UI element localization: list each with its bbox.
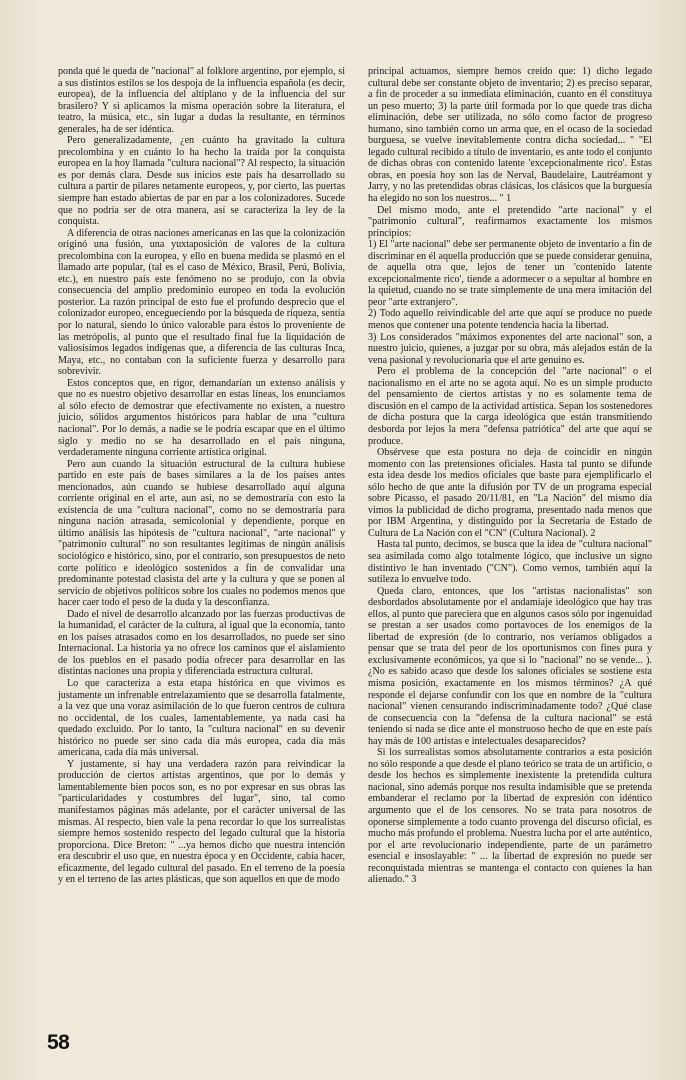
page-number: 58 <box>47 1031 70 1054</box>
paragraph: Del mismo modo, ante el pretendido "arte nacional" y el "patrimonio cultural", reafirmamos exactamente los mismos principios: <box>368 204 652 239</box>
paragraph: Obsérvese que esta postura no deja de coincidir en ningún momento con las pretensiones oficiales. Hasta tal punto se difunde esta idea desde los medios oficiales que baste para ejemplificarlo el sólo hecho de que ante la difusión por TV de un programa especial sobre Picasso, el pasado 20/11/81, en "La Nación" del mismo día vimos la publicidad de dicho programa, presentado nada menos que por IBM Argentina, y distinguido por la Secretaría de Estado de Cultura de La Nación con el "CN" (Cultura Nacional). 2 <box>368 447 652 539</box>
paragraph: ponda qué le queda de "nacional" al folklore argentino, por ejemplo, si a sus distintos estilos se los despoja de la influencia española (es decir, europea), de la influencia del altiplano y de la influencia del sur brasilero? Y si aplicamos la misma operación sobre la literatura, el teatro, la música, etc., sin lugar a dudas la resultante, en términos generales, ha de ser idéntica. <box>58 66 345 135</box>
numbered-principle: 3) Los considerados "máximos exponentes del arte nacional" son, a nuestro juicio, quienes, a juzgar por su obra, más alejados están de la vena pasional y revolucionaria que el arte genuino es. <box>368 331 652 366</box>
numbered-principle: 2) Todo aquello reivindicable del arte que aquí se produce no puede menos que contener una potente tendencia hacia la libertad. <box>368 308 652 332</box>
paragraph: Estos conceptos que, en rigor, demandarían un extenso análisis y que no es nuestro objetivo desarrollar en estas líneas, los enunciamos al sólo efecto de demostrar que efectivamente no existen, a nuestro juicio, sólidos argumentos históricos para hablar de una "cultura nacional". Por lo demás, a nadie se le podría escapar que en el último siglo y medio no se ha desarrollado en el país ninguna, verdaderamente ninguna corriente artística original. <box>58 377 345 459</box>
paragraph: Pero generalizadamente, ¿en cuánto ha gravitado la cultura precolombina y en cuánto lo ha hecho la traída por la conquista europea en la hoy llamada "cultura nacional"? Al respecto, la situación es por demás clara. Desde sus inicios este país ha desarrollado su cultura a partir de pilares netamente europeos, y, por cierto, las puertas siempre han estado abiertas de par en par a los colonizadores. Sucede que no podría ser de otra manera, así se caracteriza la ley de la conquista. <box>58 135 345 228</box>
paragraph: Queda claro, entonces, que los "artistas nacionalistas" son desbordados absolutamente por el andamiaje ideológico que hay tras ellos, al punto que pareciera que en algunos casos sólo por ingenuidad se prestan a ser usados como portavoces de los enemigos de la libertad de expresión (de lo contrario, nos veríamos obligados a pensar que se trata del peor de los oportunismos con fines pura y exclusivamente económicos, ya que si lo "nacional" no se vende... ). ¿No es sabido acaso que desde los salones oficiales se sostiene esta misma posición, exactamente en los mismos términos? ¿A qué responde el dejarse confundir con los que en nombre de la "cultura nacional" vienen censurando indiscriminadamente todo? ¿Qué clase de consecuencia con la "defensa de la cultura nacional" se está teniendo si nada se dice ante el monstruoso hecho de que en este país hay más de 100 artistas e intelectuales desaparecidos? <box>368 585 652 747</box>
paragraph: Dado el nivel de desarrollo alcanzado por las fuerzas productivas de la humanidad, el carácter de la cultura, al igual que la economía, tanto en los países atrasados como en los desarrollados, no puede ser sino Internacional. La historia ya no ofrece los caminos que el aislamiento de los pueblos en el pasado podía ofrecer para desarrollar en las distintas naciones una propia y diferenciada estructura cultural. <box>58 608 345 678</box>
numbered-principle: 1) El "arte nacional" debe ser permanente objeto de inventario a fin de discriminar en él aquella producción que se puede considerar genuina, de aquella otra que, lejos de tener un 'contenido latente excepcionalmente rico', tiende a adormecer o a sepultar al hombre en la quietud, cuando no se trate simplemente de una mera imitación del peor "arte extranjero". <box>368 239 653 308</box>
paragraph: Pero aun cuando la situación estructural de la cultura hubiese partido en este país de bases similares a la de los países antes mencionados, aún cuando se hubiese desarrollado aquí alguna corriente original en el arte, aun así, no se demostraría con esto la existencia de una "cultura nacional", como no se demostraría para ninguna nación atrasada, semicolonial y dependiente, porque en último análisis las hipótesis de "cultura nacional", "arte nacional" y "patrimonio cultural" no son resultantes legítimas de ningún análisis sociológico e histórico, sino, por el contrario, son presupuestos de neto corte político e ideológico sostenidos a fin de convalidar una predominante potestad clasista del arte y la cultura y que se ponen al servicio de objetivos políticos sobre los cuales no podemos menos que hacer caer todo el peso de la duda y la desconfianza. <box>58 458 345 609</box>
paragraph: Si los surrealistas somos absolutamente contrarios a esta posición no sólo responde a que desde el plano teórico se trata de un artificio, o desde los hechos es simplemente inexistente la pretendida cultura nacional, sino además porque nos resulta indamisible que se pretenda embanderar el reclamo por la libertad de expresión con idéntico argumento que el de los censores. No se trata para nosotros de oponerse simplemente a todo cuanto provenga del discurso oficial, es mucho más profundo el problema. Nuestra lucha por el arte auténtico, por el arte revolucionario independiente, parte de un parámetro esencial e insoslayable: " ... la libertad de expresión no puede ser reconquistada mientras se mantenga el contacto con quienes la han alienado." 3 <box>368 747 652 886</box>
paragraph: A diferencia de otras naciones americanas en las que la colonización originó una fusión, una yuxtaposición de valores de la cultura precolombina con la europea, y ello en buena medida se plasmó en el llamado arte popular, (tal es el caso de México, Brasil, Perú, Bolivia, etc.), en nuestro país este fenómeno no se produjo, con la obvia consecuencia del amplio predominio europeo en toda la evolución posterior. La razón principal de esto fue el profundo desprecio que el colonizador europeo, encegueciendo por la búsqueda de riqueza, sentía por lo natural, siendo lo único valorable para éstos lo proveniente de las metrópolis, al punto que el resultado final fue la liquidación de valiosísimos legados indígenas que, a diferencia de las culturas Inca, Maya, etc., no contaban con la suficiente fuerza y desarrollo para sobrevivir. <box>58 227 345 378</box>
paragraph: Hasta tal punto, decimos, se busca que la idea de "cultura nacional" sea asimilada como algo totalmente lógico, que inclusive un signo distintivo le han inventado ("CN"). Como vemos, también aquí la sutileza lo envuelve todo. <box>368 539 652 586</box>
left-text-column <box>58 66 345 886</box>
paragraph: Lo que caracteriza a esta etapa histórica en que vivimos es justamente un infrenable entrelazamiento que se desarrolla fatalmente, a la vez que una voraz asimilación de lo que fueron centros de cultura no occidental, de los cuales, lamentablemente, ya nada casi ha quedado excluido. Por lo tanto, la "cultura nacional" en su devenir histórico no puede ser sino cada día más europea, cada día más americana, cada día más universal. <box>58 677 345 759</box>
paragraph: Y justamente, si hay una verdadera razón para reivindicar la producción de ciertos artistas argentinos, que por lo demás y lamentablemente bien pocos son, es no por expresar en sus obras las "particularidades y costumbres del lugar", sino, tal como manifestamos páginas más adelante, por el carácter universal de las mismas. Al respecto, bien vale la pena recordar lo que los surrealistas siempre hemos sostenido respecto del legado cultural que la historia proporciona. Dice Breton: " ...ya hemos dicho que nuestra intención era descubrir el uso que, en nuestra época y en Occidente, cabía hacer, eficazmente, del legado cultural del pasado. En el terreno de la poesía y en el terreno de las artes plásticas, que son aquellos en que de modo <box>58 758 345 886</box>
right-text-column <box>368 66 652 886</box>
paragraph: Pero el problema de la concepción del "arte nacional" o el nacionalismo en el arte no se agota aquí. No es un simple producto del pensamiento de ciertos artistas y no es solamente tema de discusión en el campo de la actividad artística. Sepan los sostenedores de dicha postura que la carga ideológica que están transmitiendo desborda por lejos la mera "defensa patriótica" del arte que aquí se produce. <box>368 366 652 447</box>
paragraph: principal actuamos, siempre hemos creído que: 1) dicho legado cultural debe ser constante objeto de inventario; 2) es preciso separar, a fin de proceder a su inmediata eliminación, cuanto en él constituya un peso muerto; 3) la parte útil formada por lo que quede tras dicha eliminación, debe ser utilizada, no sólo como factor de progreso humano, sino también como un arma que, en el ocaso de la sociedad burguesa, se vuelve inevitablemente contra dicha sociedad... " "El legado cultural recibido a título de inventario, es ante todo el conjunto de dichas obras con contenido latente 'excepcionalmente rico'. Estas obras, en poesía hoy son las de Nerval, Baudelaire, Lautréamont y Jarry, y no las pretendidas obras clásicas, los clásicos que la burguesía ha elegido no son los nuestros... " 1 <box>368 66 652 205</box>
